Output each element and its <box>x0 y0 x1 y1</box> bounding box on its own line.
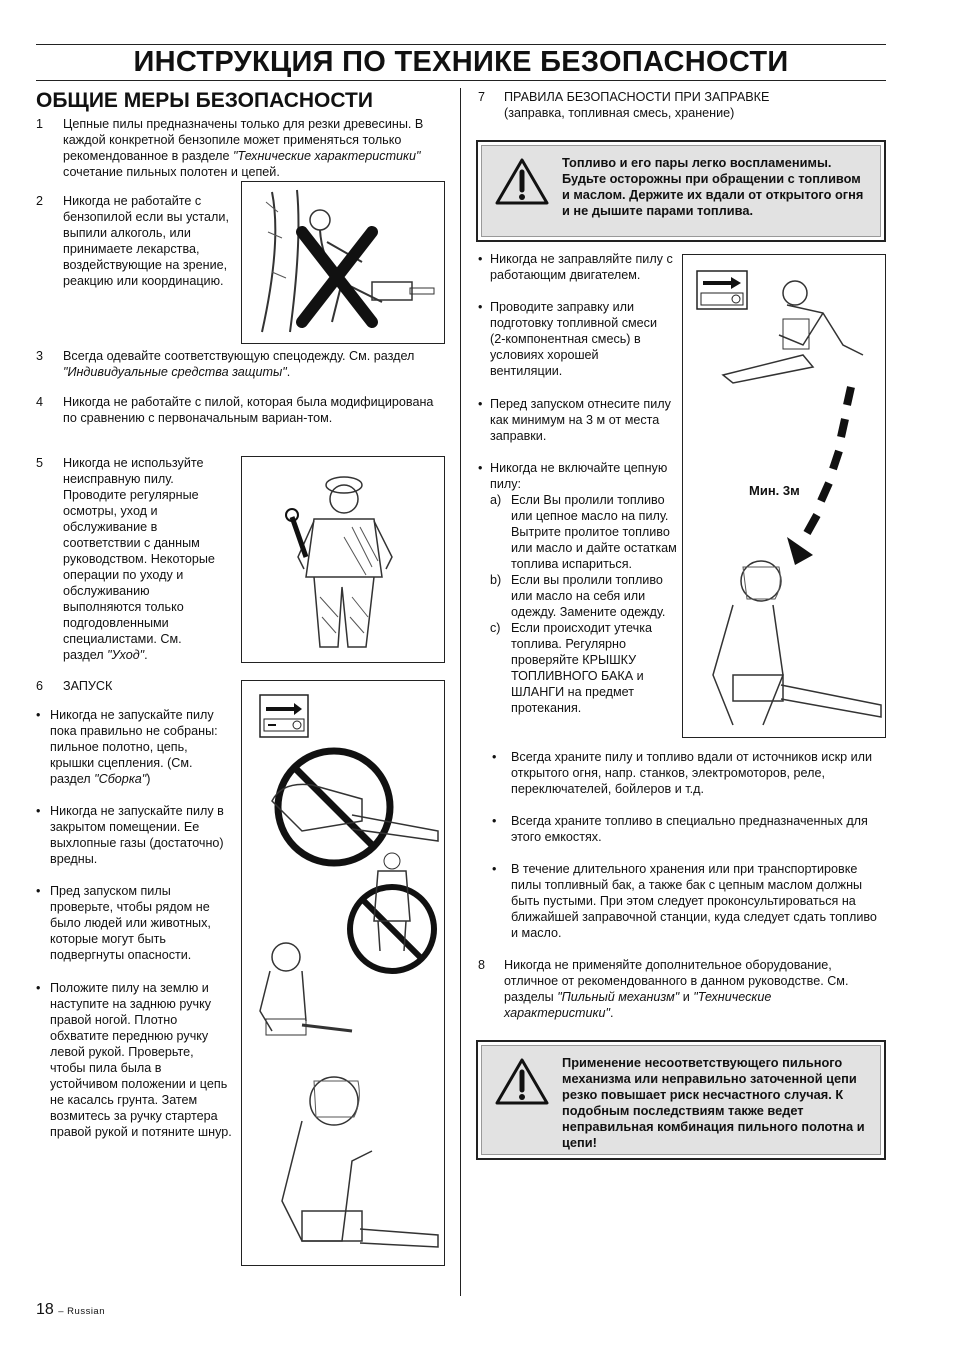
warning-box-chain <box>476 1040 886 1160</box>
start-bullet-1: Никогда не запускайте пилу пока правильно не собраны: пильное полотно, цепь, крышки сцепления. (См. раздел "Сборка") <box>50 708 218 786</box>
page-number: 18 <box>36 1301 54 1318</box>
item-3-text: Всегда одевайте соответствующую спецодежду. См. раздел "Индивидуальные средства защиты". <box>63 349 415 379</box>
item-number: 5 <box>36 456 44 470</box>
item-8-text: Никогда не применяйте дополнительное оборудование, отличное от рекомендованного в данном руководстве. См. разделы "Пильный механизм" и "Технические характеристики". <box>504 958 849 1020</box>
page-title: ИНСТРУКЦИЯ ПО ТЕХНИКЕ БЕЗОПАСНОСТИ <box>133 46 789 78</box>
bullet: • <box>36 981 41 995</box>
bullet: • <box>478 397 483 411</box>
warning-icon <box>494 1056 550 1106</box>
warning-text: Применение несоответствующего пильного механизма или неправильно заточенной цепи резко повышает риск несчастного случая. К подобным последствиям также ведет неправильная комбинация пильного полотна и цепи! <box>562 1055 865 1150</box>
item-number: 2 <box>36 194 44 208</box>
sub-letter: a) <box>490 493 502 507</box>
bullet: • <box>36 884 41 898</box>
bullet: • <box>478 252 483 266</box>
bullet: • <box>492 750 497 764</box>
start-bullet-2: Никогда не запускайте пилу в закрытом помещении. Ее выхлопные газы (достаточно) вредны. <box>50 804 224 866</box>
warning-text: Топливо и его пары легко воспламенимы. Будьте осторожны при обращении с топливом и маслом. Держите их вдали от открытого огня и не дышите парами топлива. <box>562 155 864 218</box>
item-number: 1 <box>36 117 44 131</box>
sub-item-a: Если Вы пролили топливо или цепное масло на пилу. Вытрите пролитое топливо или масло и дайте остаткам топлива испариться. <box>511 493 677 571</box>
item-7-title: ПРАВИЛА БЕЗОПАСНОСТИ ПРИ ЗАПРАВКЕ <box>504 90 770 104</box>
bullet: • <box>478 461 483 475</box>
sub-letter: b) <box>490 573 502 587</box>
warning-box-fuel <box>476 140 886 242</box>
warning-icon <box>494 156 550 206</box>
starting-illustration <box>241 680 445 1266</box>
item-number: 3 <box>36 349 44 363</box>
title-rule <box>36 80 886 81</box>
fuel-bullet-3: Перед запуском отнесите пилу как минимум на 3 м от места заправки. <box>490 397 671 443</box>
sub-item-c: Если происходит утечка топлива. Регулярно проверяйте КРЫШКУ ТОПЛИВНОГО БАКА и ШЛАНГИ на предмет протекания. <box>511 621 652 715</box>
bullet: • <box>36 708 41 722</box>
fuel-bullet-1: Никогда не заправляйте пилу с работающим двигателем. <box>490 252 673 282</box>
storage-bullet-3: В течение длительного хранения или при транспортировке пилы топливный бак, а также бак с цепным маслом должны быть пустыми. При этом следует проконсультироваться на ближайшей заправочной станции, куда следует сдать топливо и масло. <box>511 862 877 940</box>
item-number: 4 <box>36 395 44 409</box>
start-bullet-4: Положите пилу на землю и наступите на заднюю ручку правой ногой. Плотно обхватите переднюю ручку левой рукой. Проверьте, чтобы пила была в устойчивом положении и цепь не касалсь грунта. Затем возмитесь за ручку стартера правой рукой и потяните шнур. <box>50 981 232 1139</box>
bullet: • <box>492 862 497 876</box>
item-5-text: Никогда не используйте неисправную пилу. Проводите регулярные осмотры, уход и обслуживание в соответствии с данным руководством. Некоторые операции по уходу и обслуживанию выполняются только подгодовленными специалистами. См. раздел "Уход". <box>63 456 215 662</box>
fuel-bullet-2: Проводите заправку или подготовку топливной смеси (2-компонентная смесь) в условиях хорошей вентиляции. <box>490 300 658 378</box>
item-number: 6 <box>36 679 44 693</box>
sub-letter: c) <box>490 621 501 635</box>
item-1-text: Цепные пилы предназначены только для резки древесины. В каждой конкретной бензопиле может применяться только рекомендованное в разделе "Технические характеристики" сочетание пильных полотен и цепей. <box>63 117 424 179</box>
item-number: 7 <box>478 90 486 104</box>
fuel-bullet-4: Никогда не включайте цепную пилу: <box>490 461 668 491</box>
item-number: 8 <box>478 958 486 972</box>
mechanic-illustration <box>241 456 445 663</box>
item-2-text: Никогда не работайте с бензопилой если вы устали, выпили алкоголь, или принимаете лекарства, воздействующие на зрение, реакцию или координацию. <box>63 194 229 288</box>
storage-bullet-2: Всегда храните топливо в специально предназначенных для этого емкостях. <box>511 814 868 844</box>
language-label: – Russian <box>58 1306 105 1317</box>
sub-item-b: Если вы пролили топливо или масло на себя или одежду. Замените одежду. <box>511 573 666 619</box>
tired-operator-illustration <box>241 181 445 344</box>
bullet: • <box>478 300 483 314</box>
section-title: ОБЩИЕ МЕРЫ БЕЗОПАСНОСТИ <box>36 89 373 112</box>
item-7-subtitle: (заправка, топливная смесь, хранение) <box>504 106 735 120</box>
page-footer <box>36 1302 105 1320</box>
bullet: • <box>36 804 41 818</box>
item-6-title: ЗАПУСК <box>63 679 113 693</box>
column-divider <box>460 88 461 1296</box>
item-4-text: Никогда не работайте с пилой, которая была модифицирована по сравнению с первоначальным вариан-том. <box>63 395 434 425</box>
min-distance-label: Мин. 3м <box>749 483 800 498</box>
storage-bullet-1: Всегда храните пилу и топливо вдали от источников искр или открытого огня, напр. станков, электромоторов, реле, переключателей, бойлеров и т.д. <box>511 750 873 796</box>
start-bullet-3: Пред запуском пилы проверьте, чтобы рядом не было людей или животных, которые могут быть подвергнуты опасности. <box>50 884 211 962</box>
refuel-distance-illustration <box>682 254 886 738</box>
bullet: • <box>492 814 497 828</box>
